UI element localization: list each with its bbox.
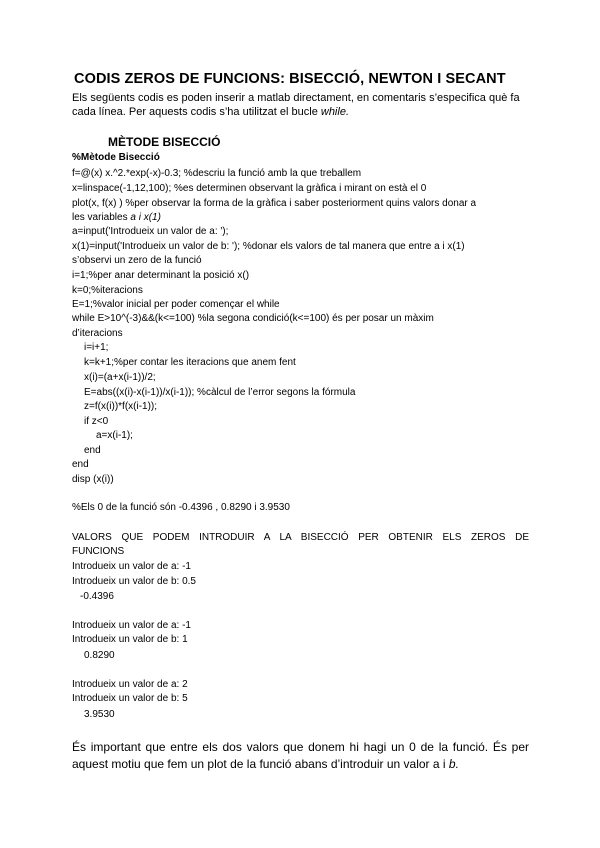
code-line: f=@(x) x.^2.*exp(-x)-0.3; %descriu la funció amb la que treballem bbox=[72, 168, 362, 179]
section-title: MÈTODE BISECCIÓ bbox=[108, 135, 221, 149]
code-line: plot(x, f(x) ) %per observar la forma de la gràfica i saber posteriorment quins valors donar a bbox=[72, 198, 477, 209]
code-line: end bbox=[72, 459, 89, 470]
code-line: disp (x(i)) bbox=[72, 474, 114, 485]
values-heading-line-2: FUNCIONS bbox=[72, 546, 125, 557]
code-line: s’observi un zero de la funció bbox=[72, 255, 202, 266]
code-line: E=abs((x(i)-x(i-1))/x(i-1)); %càlcul de l’error segons la fórmula bbox=[84, 387, 356, 398]
code-line: while E>10^(-3)&&(k<=100) %la segona condició(k<=100) és per posar un màxim bbox=[72, 313, 434, 324]
intro-text: cada línea. Per aquests codis s’ha utilitzat el bucle bbox=[72, 106, 321, 118]
run-line: Introdueix un valor de a: -1 bbox=[72, 620, 191, 631]
run-result: -0.4396 bbox=[80, 591, 114, 602]
code-line: a=input('Introdueix un valor de a: '); bbox=[72, 226, 229, 237]
code-line: k=k+1;%per contar les iteracions que anem fent bbox=[84, 357, 296, 368]
zeros-comment: %Els 0 de la funció són -0.4396 , 0.8290 i 3.9530 bbox=[72, 502, 290, 513]
code-line: x(1)=input('Introdueix un valor de b: '); %donar els valors de tal manera que entre a i x(1) bbox=[72, 241, 465, 252]
run-line: Introdueix un valor de b: 1 bbox=[72, 634, 188, 645]
run-result: 3.9530 bbox=[84, 709, 115, 720]
code-text: les variables bbox=[72, 212, 131, 223]
conclusion-text: aquest motiu que fem un plot de la funció abans d’introduir un valor a i bbox=[72, 757, 449, 771]
code-text-italic: a i x(1) bbox=[130, 212, 161, 223]
conclusion-line-2 bbox=[72, 757, 459, 771]
code-line: i=i+1; bbox=[84, 342, 109, 353]
run-line: Introdueix un valor de a: 2 bbox=[72, 679, 188, 690]
code-line: %Mètode Bisecció bbox=[72, 152, 160, 163]
run-line: Introdueix un valor de b: 0.5 bbox=[72, 576, 196, 587]
run-result: 0.8290 bbox=[84, 650, 115, 661]
intro-keyword-while: while. bbox=[320, 106, 349, 118]
conclusion-variable-b: b. bbox=[448, 757, 459, 771]
run-line: Introdueix un valor de b: 5 bbox=[72, 693, 188, 704]
code-line: i=1;%per anar determinant la posició x() bbox=[72, 270, 250, 281]
code-line: z=f(x(i))*f(x(i-1)); bbox=[84, 401, 158, 412]
conclusion-line-1: És important que entre els dos valors que donem hi hagi un 0 de la funció. És per bbox=[72, 740, 529, 754]
run-line: Introdueix un valor de a: -1 bbox=[72, 561, 191, 572]
code-line: a=x(i-1); bbox=[96, 430, 133, 441]
code-line: x(i)=(a+x(i-1))/2; bbox=[84, 372, 156, 383]
code-line: if z<0 bbox=[84, 416, 109, 427]
code-line: x=linspace(-1,12,100); %es determinen observant la gràfica i mirant on està el 0 bbox=[72, 183, 427, 194]
code-line: d’iteracions bbox=[72, 328, 123, 339]
code-line: E=1;%valor inicial per poder començar el while bbox=[72, 299, 280, 310]
code-line bbox=[72, 212, 161, 224]
intro-line-2 bbox=[72, 106, 349, 119]
code-line: k=0;%iteracions bbox=[72, 285, 143, 296]
document-title: CODIS ZEROS DE FUNCIONS: BISECCIÓ, NEWTON I SECANT bbox=[74, 71, 506, 87]
code-line: end bbox=[84, 445, 101, 456]
values-heading-line-1: VALORS QUE PODEM INTRODUIR A LA BISECCIÓ PER OBTENIR ELS ZEROS DE bbox=[72, 532, 529, 543]
intro-line-1: Els següents codis es poden inserir a matlab directament, en comentaris s’especifica què fa bbox=[72, 92, 520, 104]
